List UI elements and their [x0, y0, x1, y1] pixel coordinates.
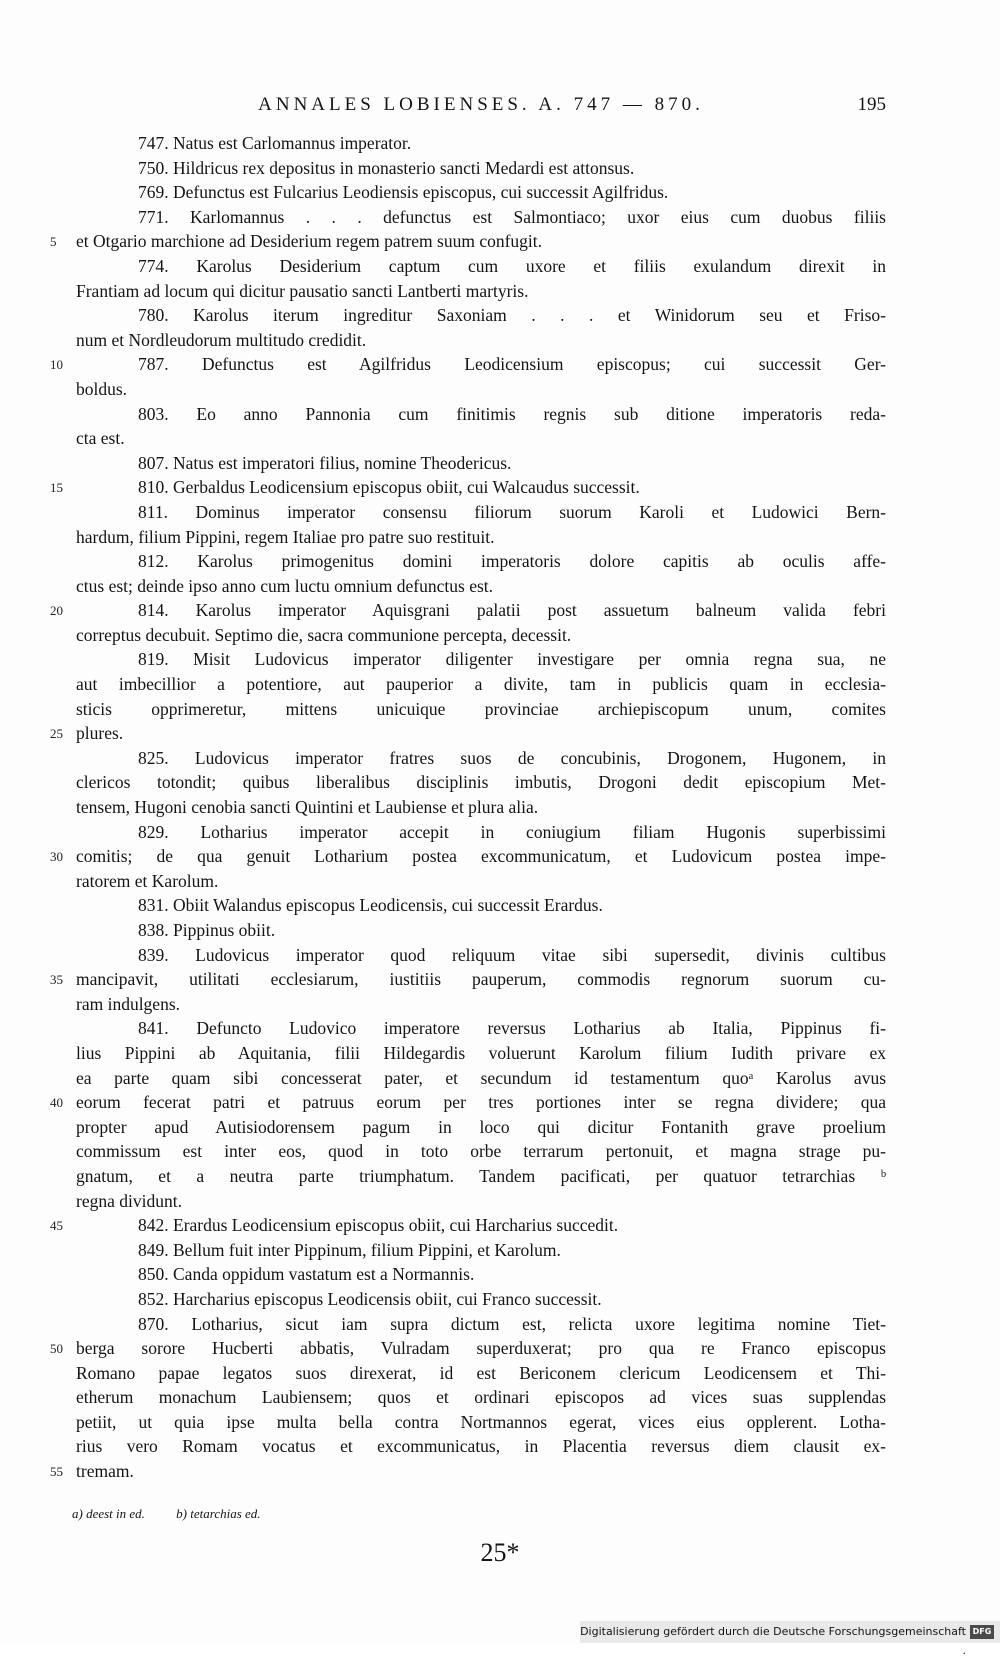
- line-text: commissum est inter eos, quod in toto orbe terrarum pertonuit, et magna strage pu-: [76, 1141, 886, 1162]
- text-line: [76, 795, 886, 820]
- line-text: 841. Defuncto Ludovico imperatore reversus Lotharius ab Italia, Pippinus fi-: [138, 1018, 886, 1039]
- line-text: etherum monachum Laubiensem; quos et ordinari episcopos ad vices suas supplendas: [76, 1387, 886, 1408]
- annals-text: [50, 131, 886, 1484]
- line-text: clericos totondit; quibus liberalibus disciplinis imbutis, Drogoni dedit episcopium Met-: [76, 772, 886, 793]
- line-text: 814. Karolus imperator Aquisgrani palatii post assuetum balneum valida febri: [138, 600, 886, 621]
- line-text: 780. Karolus iterum ingreditur Saxoniam . . . et Winidorum seu et Friso-: [138, 305, 886, 326]
- text-line: [76, 1361, 886, 1386]
- text-line: [76, 697, 886, 722]
- text-line: [50, 1090, 886, 1115]
- line-text: berga sorore Hucberti abbatis, Vulradam superduxerat; pro qua re Franco episcopus: [76, 1338, 886, 1359]
- line-text: Frantiam ad locum qui dicitur pausatio sancti Lantberti martyris.: [76, 280, 529, 301]
- text-line: [76, 279, 886, 304]
- text-line: [76, 623, 886, 648]
- text-line: [76, 1410, 886, 1435]
- text-line: [76, 1066, 886, 1091]
- line-text: 829. Lotharius imperator accepit in coniugium filiam Hugonis superbissimi: [138, 821, 886, 842]
- text-line: [76, 1139, 886, 1164]
- line-text: 825. Ludovicus imperator fratres suos de concubinis, Drogonem, Hugonem, in: [138, 747, 886, 768]
- line-text: regna dividunt.: [76, 1190, 182, 1211]
- page-header: [76, 90, 886, 120]
- text-line: [76, 549, 886, 574]
- text-line: [76, 451, 886, 476]
- line-text: tremam.: [76, 1461, 134, 1482]
- line-number: 10: [50, 357, 63, 373]
- line-text: 850. Canda oppidum vastatum est a Normannis.: [138, 1264, 475, 1285]
- line-number: 40: [50, 1095, 63, 1111]
- line-text: 774. Karolus Desiderium captum cum uxore et filiis exulandum direxit in: [138, 255, 886, 276]
- text-line: [76, 156, 886, 181]
- line-text: 842. Erardus Leodicensium episcopus obiit, cui Harcharius succedit.: [138, 1215, 619, 1236]
- line-text: 750. Hildricus rex depositus in monasterio sancti Medardi est attonsus.: [138, 157, 635, 178]
- text-line: [76, 525, 886, 550]
- text-line: [76, 1238, 886, 1263]
- dfg-logo: DFG: [970, 1625, 994, 1639]
- line-text: 771. Karlomannus . . . defunctus est Salmontiaco; uxor eius cum duobus filiis: [138, 206, 886, 227]
- line-text: ratorem et Karolum.: [76, 870, 219, 891]
- text-line: [76, 1287, 886, 1312]
- signature-mark: 25*: [480, 1538, 520, 1567]
- text-line: [76, 1189, 886, 1214]
- text-line: [76, 820, 886, 845]
- text-line: [76, 254, 886, 279]
- line-number: 30: [50, 849, 63, 865]
- text-line: [76, 1385, 886, 1410]
- text-line: [76, 992, 886, 1017]
- text-line: [76, 131, 886, 156]
- line-text: rius vero Romam vocatus et excommunicatus, in Placentia reversus diem clausit ex-: [76, 1436, 886, 1457]
- line-number: 20: [50, 603, 63, 619]
- text-line: [76, 1115, 886, 1140]
- text-line: [50, 1459, 886, 1484]
- line-text: boldus.: [76, 378, 128, 399]
- text-line: [76, 303, 886, 328]
- line-text: gnatum, et a neutra parte triumphatum. Tandem pacificati, per quatuor tetrarchias ᵇ: [76, 1165, 886, 1186]
- text-line: [50, 229, 886, 254]
- line-text: eorum fecerat patri et patruus eorum per tres portiones inter se regna dividere; qua: [76, 1092, 886, 1113]
- text-line: [76, 377, 886, 402]
- line-text: propter apud Autisiodorensem pagum in loco qui dicitur Fontanith grave proelium: [76, 1116, 886, 1137]
- text-line: [50, 352, 886, 377]
- running-title: ANNALES LOBIENSES. A. 747 — 870.: [258, 94, 704, 115]
- line-number: 5: [50, 234, 57, 250]
- footnote-a: a) deest in ed.: [72, 1506, 145, 1521]
- line-text: 803. Eo anno Pannonia cum finitimis regnis sub ditione imperatoris reda-: [138, 403, 886, 424]
- text-line: [50, 598, 886, 623]
- text-line: [76, 918, 886, 943]
- text-line: [76, 1041, 886, 1066]
- text-line: [76, 1262, 886, 1287]
- text-line: [50, 721, 886, 746]
- text-line: [50, 475, 886, 500]
- line-text: 849. Bellum fuit inter Pippinum, filium Pippini, et Karolum.: [138, 1239, 561, 1260]
- line-text: tensem, Hugoni cenobia sancti Quintini et Laubiense et plura alia.: [76, 797, 539, 818]
- text-line: [76, 746, 886, 771]
- text-line: [76, 402, 886, 427]
- line-text: ram indulgens.: [76, 993, 181, 1014]
- text-line: [76, 500, 886, 525]
- text-line: [76, 1434, 886, 1459]
- text-line: [76, 647, 886, 672]
- line-number: 45: [50, 1218, 63, 1234]
- line-text: ea parte quam sibi concesserat pater, et secundum id testamentum quoᵃ Karolus avus: [76, 1067, 886, 1088]
- digitization-credit-bar: [580, 1621, 1000, 1660]
- line-text: cta est.: [76, 428, 125, 449]
- line-text: num et Nordleudorum multitudo credidit.: [76, 329, 367, 350]
- line-text: 831. Obiit Walandus episcopus Leodicensis, cui successit Erardus.: [138, 895, 603, 916]
- line-text: 787. Defunctus est Agilfridus Leodicensium episcopus; cui successit Ger-: [138, 354, 886, 375]
- text-line: [76, 943, 886, 968]
- line-text: 812. Karolus primogenitus domini imperatoris dolore capitis ab oculis affe-: [138, 551, 886, 572]
- digitization-credit: Digitalisierung gefördert durch die Deutsche Forschungsgemeinschaft ·: [580, 1625, 966, 1660]
- line-text: sticis opprimeretur, mittens unicuique provinciae archiepiscopum unum, comites: [76, 698, 886, 719]
- line-number: 50: [50, 1341, 63, 1357]
- line-text: 819. Misit Ludovicus imperator diligenter investigare per omnia regna sua, ne: [138, 649, 886, 670]
- line-text: Romano papae legatos suos direxerat, id est Bericonem clericum Leodicensem et Thi-: [76, 1362, 886, 1383]
- line-text: et Otgario marchione ad Desiderium regem patrem suum confugit.: [76, 231, 543, 252]
- text-line: [76, 205, 886, 230]
- page-number: 195: [857, 94, 886, 115]
- text-line: [76, 672, 886, 697]
- line-text: lius Pippini ab Aquitania, filii Hildegardis voluerunt Karolum filium Iudith privare ex: [76, 1042, 886, 1063]
- text-line: [76, 893, 886, 918]
- line-text: 839. Ludovicus imperator quod reliquum vitae sibi supersedit, divinis cultibus: [138, 944, 886, 965]
- text-line: [76, 1016, 886, 1041]
- text-line: [50, 1336, 886, 1361]
- text-line: [76, 1164, 886, 1189]
- line-text: correptus decubuit. Septimo die, sacra communione percepta, decessit.: [76, 624, 572, 645]
- line-text: 852. Harcharius episcopus Leodicensis obiit, cui Franco successit.: [138, 1288, 602, 1309]
- line-text: petiit, ut quia ipse multa bella contra Nortmannos egerat, vices eius opplerent. Lotha-: [76, 1411, 886, 1432]
- line-text: ctus est; deinde ipso anno cum luctu omnium defunctus est.: [76, 575, 494, 596]
- line-text: hardum, filium Pippini, regem Italiae pro patre suo restituit.: [76, 526, 495, 547]
- line-text: 810. Gerbaldus Leodicensium episcopus obiit, cui Walcaudus successit.: [138, 477, 640, 498]
- text-line: [50, 844, 886, 869]
- footnote-b: b) tetarchias ed.: [176, 1506, 261, 1521]
- line-text: 747. Natus est Carlomannus imperator.: [138, 133, 412, 153]
- line-text: comitis; de qua genuit Lotharium postea excommunicatum, et Ludovicum postea impe-: [76, 846, 886, 867]
- line-text: 838. Pippinus obiit.: [138, 920, 276, 940]
- text-line: [76, 426, 886, 451]
- text-line: [76, 770, 886, 795]
- footnotes: [72, 1506, 289, 1522]
- line-text: plures.: [76, 723, 124, 744]
- line-number: 55: [50, 1464, 63, 1480]
- text-line: [76, 1312, 886, 1337]
- line-text: aut imbecillior a potentiore, aut pauperior a divite, tam in publicis quam in ecclesia-: [76, 674, 886, 695]
- text-line: [76, 180, 886, 205]
- line-text: mancipavit, utilitati ecclesiarum, iustitiis pauperum, commodis regnorum suorum cu-: [76, 969, 886, 990]
- line-text: 807. Natus est imperatori filius, nomine Theodericus.: [138, 452, 512, 473]
- line-number: 15: [50, 480, 63, 496]
- text-line: [50, 967, 886, 992]
- text-line: [50, 1213, 886, 1238]
- line-number: 35: [50, 972, 63, 988]
- line-number: 25: [50, 726, 63, 742]
- line-text: 870. Lotharius, sicut iam supra dictum est, relicta uxore legitima nomine Tiet-: [138, 1313, 886, 1334]
- text-line: [76, 869, 886, 894]
- text-line: [76, 328, 886, 353]
- line-text: 769. Defunctus est Fulcarius Leodiensis episcopus, cui successit Agilfridus.: [138, 182, 669, 203]
- text-line: [76, 574, 886, 599]
- line-text: 811. Dominus imperator consensu filiorum suorum Karoli et Ludowici Bern-: [138, 501, 886, 522]
